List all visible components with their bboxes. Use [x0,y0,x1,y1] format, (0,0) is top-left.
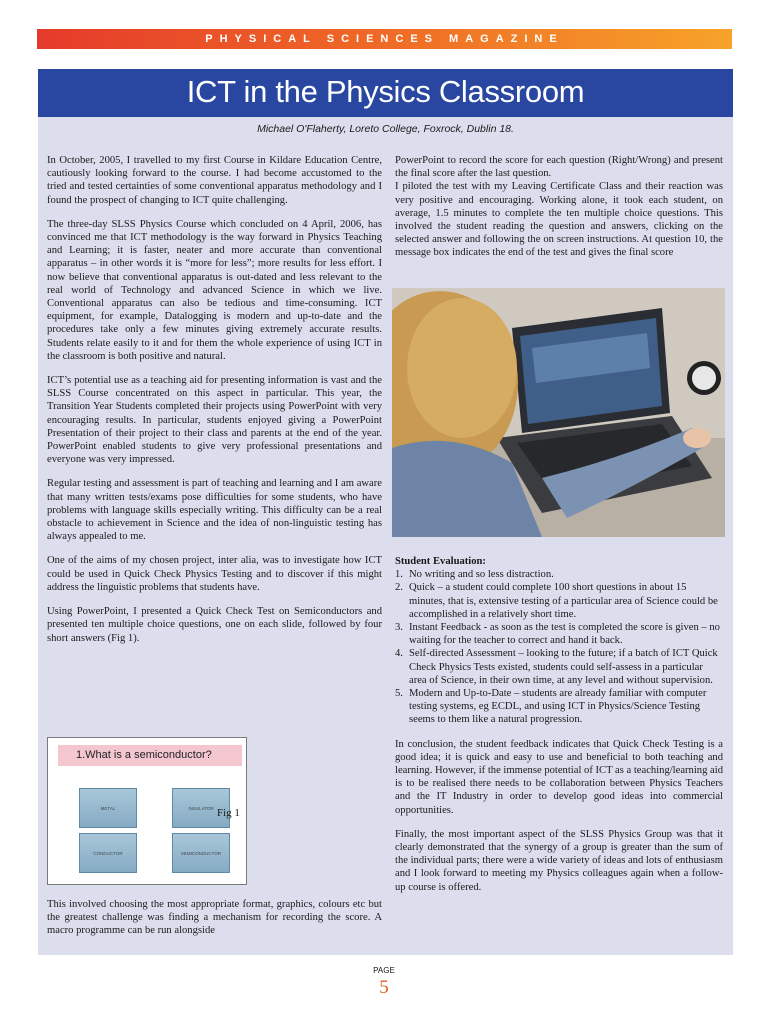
article-byline: Michael O'Flaherty, Loreto College, Foxrock, Dublin 18. [257,123,514,135]
paragraph: This involved choosing the most appropriate format, graphics, colours etc but the greatest challenge was finding a mechanism for recording the score. A macro programme can be run alongside [47,899,382,937]
paragraph: Using PowerPoint, I presented a Quick Check Test on Semiconductors and presented ten multiple choice questions, one on each slide, followed by four short answers (Fig 1). [47,606,382,644]
photo-illustration [392,288,725,537]
list-item [395,581,723,621]
slide-question: 1.What is a semiconductor? [58,745,242,766]
paragraph: The three-day SLSS Physics Course which concluded on 4 April, 2006, has convinced me that ICT methodology is the way forward in Physics Teaching and Learning; it is faster, neater and more accurate than conventional apparatus – in other words it is “more for less”; more results for less effort. I now believe that conventional apparatus is out-dated and less relevant to the real world of Technology and advanced Science in which we live. Conventional apparatus can also be tedious and time-consuming. ICT equipment, for example, Datalogging is modern and up-to-date and the procedures take only a few minutes giving extremely accurate results. Students relate easily to it and for them the whole experience of using ICT in the classroom is both positive and natural. [47,218,382,362]
slide-option-button: SEMICONDUCTOR [172,833,230,873]
list-item [395,621,723,647]
student-laptop-photo [392,288,725,537]
list-item [395,687,723,727]
list-item [395,568,723,581]
list-text: Instant Feedback - as soon as the test is completed the score is given – no waiting for the teacher to correct and hand it back. [409,622,720,647]
list-number: 2. [395,582,403,594]
list-number: 3. [395,622,403,634]
left-column-continued [47,898,382,949]
list-item [395,647,723,687]
list-text: No writing and so less distraction. [409,569,554,581]
paragraph: In conclusion, the student feedback indicates that Quick Check Testing is a good idea; it is quick and easy to use and beneficial to both teaching and learning. However, if the immense potential of ICT as a teaching/learning aid is to be realised there needs to be collaboration between Physics Teachers and the IT Industry in order to develop good ideas into commercial opportunities. [395,738,723,816]
list-number: 1. [395,569,403,581]
list-text: Modern and Up-to-Date – students are already familiar with computer testing systems, eg ECDL, and using ICT in Physics/Science Testing seems to them like a natural progression. [409,688,707,726]
figure-caption: Fig 1 [217,807,240,819]
magazine-header: PHYSICAL SCIENCES MAGAZINE [37,29,732,49]
right-column-bottom [395,555,723,905]
paragraph: One of the aims of my chosen project, inter alia, was to investigate how ICT could be used in Quick Check Physics Testing and to discover if this might address the linguistic problems that students have. [47,555,382,593]
article-panel [38,69,733,955]
slide-option-button: METAL [79,788,137,828]
page-number: 5 [379,977,389,998]
evaluation-heading: Student Evaluation: [395,556,486,567]
slide-option-button: CONDUCTOR [79,833,137,873]
left-column [47,154,382,656]
list-text: Self-directed Assessment – looking to the future; if a batch of ICT Quick Check Physics Tests existed, students could self-assess in a particular area of Science, in their own time, at any level and without supervision. [409,648,718,686]
paragraph: PowerPoint to record the score for each question (Right/Wrong) and present the final score after the last question. [395,155,723,180]
page-label: PAGE [373,966,395,975]
list-number: 5. [395,688,403,700]
slide-option-button: INSULATOR [172,788,230,828]
right-column-top [395,154,723,271]
paragraph: ICT’s potential use as a teaching aid for presenting information is vast and the SLSS Course concentrated on this aspect in particular. This year, the Transition Year Students completed their projects using PowerPoint with very encouraging results. In particular, students enjoyed giving a PowerPoint Presentation of their project to their class and parents at the end of the year. PowerPoint enabled students to give very professional presentations and everyone was very impressed. [47,375,382,466]
list-text: Quick – a student could complete 100 short questions in about 15 minutes, that is, extensive testing of a particular area of Science could be accomplished in a relatively short time. [409,582,718,620]
evaluation-list [395,568,723,726]
paragraph: Regular testing and assessment is part of teaching and learning and I am aware that many written tests/exams pose difficulties for some students, who have problems with language skills especially writing. This difficulty can be a real obstacle to achievement in Science and the idea of non-linguistic testing has always appealed to me. [47,478,382,543]
paragraph: In October, 2005, I travelled to my first Course in Kildare Education Centre, cautiously looking forward to the course. I had become accustomed to the tried and tested certainties of some conventional apparatus methodology and I found the prospect of changing to ICT quite challenging. [47,155,382,206]
paragraph: Finally, the most important aspect of the SLSS Physics Group was that it clearly demonstrated that the synergy of a group is greater than the sum of the individual parts; there were a wide variety of ideas and lots of enthusiasm and I look forward to meeting my Physics colleagues again when a follow-up course is offered. [395,828,724,893]
list-number: 4. [395,648,403,660]
article-title: ICT in the Physics Classroom [38,69,733,117]
paragraph: I piloted the test with my Leaving Certificate Class and their reaction was very positive and encouraging. Working alone, it took each student, on average, 1.5 minutes to complete the ten multiple choice questions. This involved the student reading the question and answers, clicking on the selected answer and following the on screen instructions. At question 10, the message box indicates the end of the test and gives the final score [395,181,723,259]
